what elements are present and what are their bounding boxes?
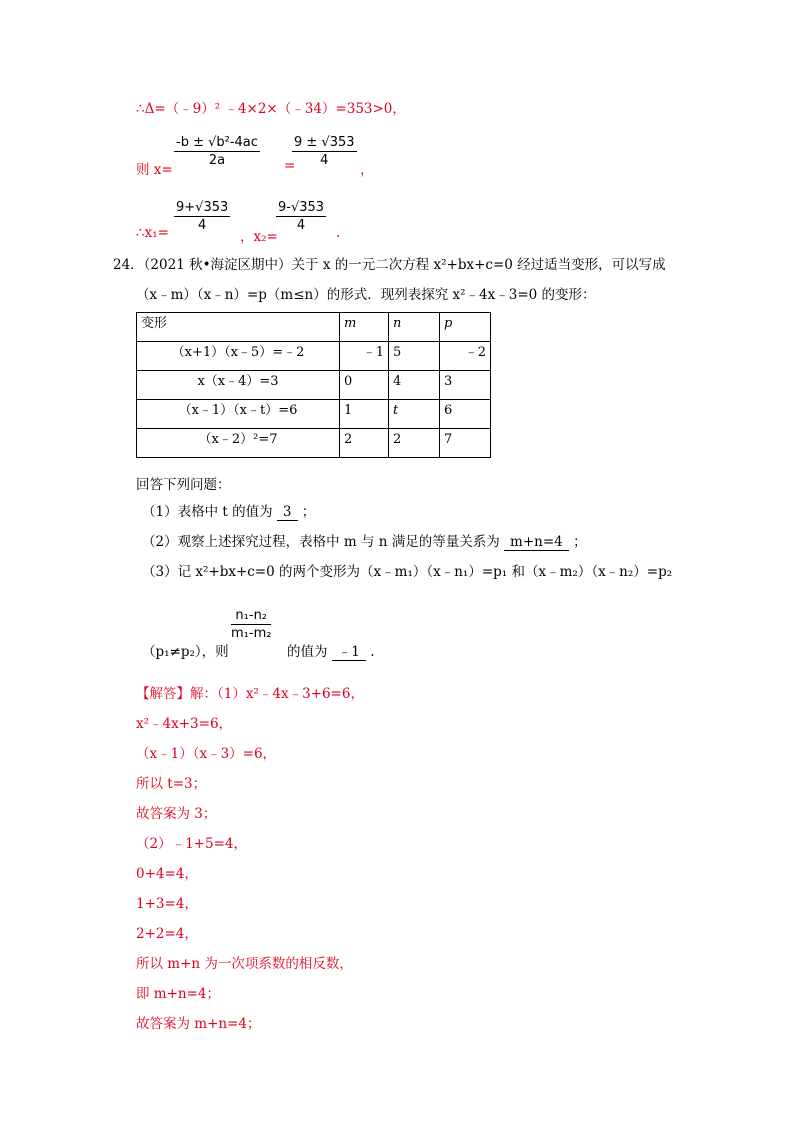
equals-sign: = — [284, 158, 296, 174]
question-3-condition: （p₁≠p₂），则 — [142, 644, 229, 660]
solution-line: 即 m+n=4； — [136, 986, 220, 1002]
solution-line: 2+2=4， — [136, 926, 198, 942]
table-header-cell: n — [389, 313, 440, 342]
solution-line: x²﹣4x+3=6， — [136, 716, 233, 732]
table-cell: x（x﹣4）=3 — [137, 371, 340, 400]
question-3-answer: ﹣1 — [332, 640, 366, 661]
question-3-fraction-denominator: m₁-m₂ — [231, 626, 272, 641]
solution-fraction — [292, 135, 357, 168]
table-cell: 3 — [440, 371, 491, 400]
table-cell: （x+1）（x﹣5）=﹣2 — [137, 342, 340, 371]
question-2-answer: m+n=4 — [504, 534, 569, 551]
solution-line: 所以 t=3； — [136, 776, 207, 792]
question-3-tail-text: 的值为 — [287, 644, 328, 660]
problem-stem-line2: （x﹣m）（x﹣n）=p（m≤n）的形式．现列表探究 x²﹣4x﹣3=0 的变形： — [136, 287, 596, 303]
answer-intro: 回答下列问题： — [136, 477, 231, 493]
solution-line: 故答案为 3； — [136, 806, 217, 822]
question-1 — [142, 500, 315, 521]
quadratic-numerator: -b ± √b²-4ac — [176, 135, 258, 150]
transformation-table — [136, 312, 491, 458]
table-cell: （x﹣2）²=7 — [137, 429, 340, 458]
comma: ， — [360, 162, 374, 178]
delta-line: ∴Δ=（﹣9）² ﹣4×2×（﹣34）=353>0， — [136, 101, 406, 117]
solution-line: （x﹣1）（x﹣3）=6， — [136, 746, 277, 762]
table-cell: 6 — [440, 400, 491, 429]
solution-line: 所以 m+n 为一次项系数的相反数， — [136, 956, 353, 972]
table-row — [137, 400, 491, 429]
question-1-text: （1）表格中 t 的值为 — [142, 504, 273, 520]
table-header-cell: p — [440, 313, 491, 342]
table-cell: 7 — [440, 429, 491, 458]
x1-numerator: 9+√353 — [176, 200, 229, 215]
table-cell: （x﹣1）（x﹣t）=6 — [137, 400, 340, 429]
table-header-cell: 变形 — [137, 313, 340, 342]
table-row — [137, 429, 491, 458]
question-2-end: ； — [573, 534, 587, 550]
table-cell: 2 — [389, 429, 440, 458]
solution-line: 【解答】解：（1）x²﹣4x﹣3+6=6， — [136, 686, 364, 702]
solution-line: （2）﹣1+5=4， — [136, 836, 247, 852]
question-3-end: . — [370, 644, 375, 660]
x2-numerator: 9-√353 — [278, 200, 325, 215]
question-2-text: （2）观察上述探究过程，表格中 m 与 n 满足的等量关系为 — [142, 534, 500, 550]
x1-fraction — [174, 200, 230, 233]
solution-line: 1+3=4， — [136, 896, 198, 912]
x1-denominator: 4 — [197, 218, 207, 233]
table-cell: 0 — [340, 371, 389, 400]
solution-numerator: 9 ± √353 — [294, 135, 355, 150]
question-3-tail — [287, 640, 374, 661]
table-header-cell: m — [340, 313, 389, 342]
table-cell: ﹣2 — [440, 342, 491, 371]
table-cell: t — [389, 400, 440, 429]
x2-fraction — [276, 200, 326, 233]
table-header-row — [137, 313, 491, 342]
roots-period: . — [336, 225, 341, 241]
table-cell: ﹣1 — [340, 342, 389, 371]
question-3-text: （3）记 x²+bx+c=0 的两个变形为（x﹣m₁）（x﹣n₁）=p₁ 和（x﹣m₂）（x﹣n₂）=p₂ — [142, 564, 673, 580]
x-formula-prefix: 则 x= — [136, 162, 173, 178]
x2-denominator: 4 — [296, 218, 306, 233]
roots-separator: ，x₂= — [240, 229, 278, 245]
roots-prefix: ∴x₁= — [136, 225, 169, 241]
solution-line: 故答案为 m+n=4； — [136, 1016, 261, 1032]
question-2 — [142, 530, 587, 551]
table-cell: 5 — [389, 342, 440, 371]
table-cell: 4 — [389, 371, 440, 400]
problem-stem-line1: 24．（2021 秋•海淀区期中）关于 x 的一元二次方程 x²+bx+c=0 经过适当变形，可以写成 — [113, 257, 666, 273]
question-3-fraction — [231, 608, 271, 641]
question-1-end: ； — [301, 504, 316, 520]
table-row — [137, 371, 491, 400]
solution-denominator: 4 — [320, 153, 329, 168]
question-1-answer: 3 — [277, 504, 298, 521]
quadratic-denominator: 2a — [208, 153, 226, 168]
solution-line: 0+4=4， — [136, 866, 198, 882]
table-cell: 1 — [340, 400, 389, 429]
question-3-fraction-numerator: n₁-n₂ — [231, 608, 271, 625]
table-row — [137, 342, 491, 371]
table-cell: 2 — [340, 429, 389, 458]
quadratic-formula — [174, 135, 260, 168]
